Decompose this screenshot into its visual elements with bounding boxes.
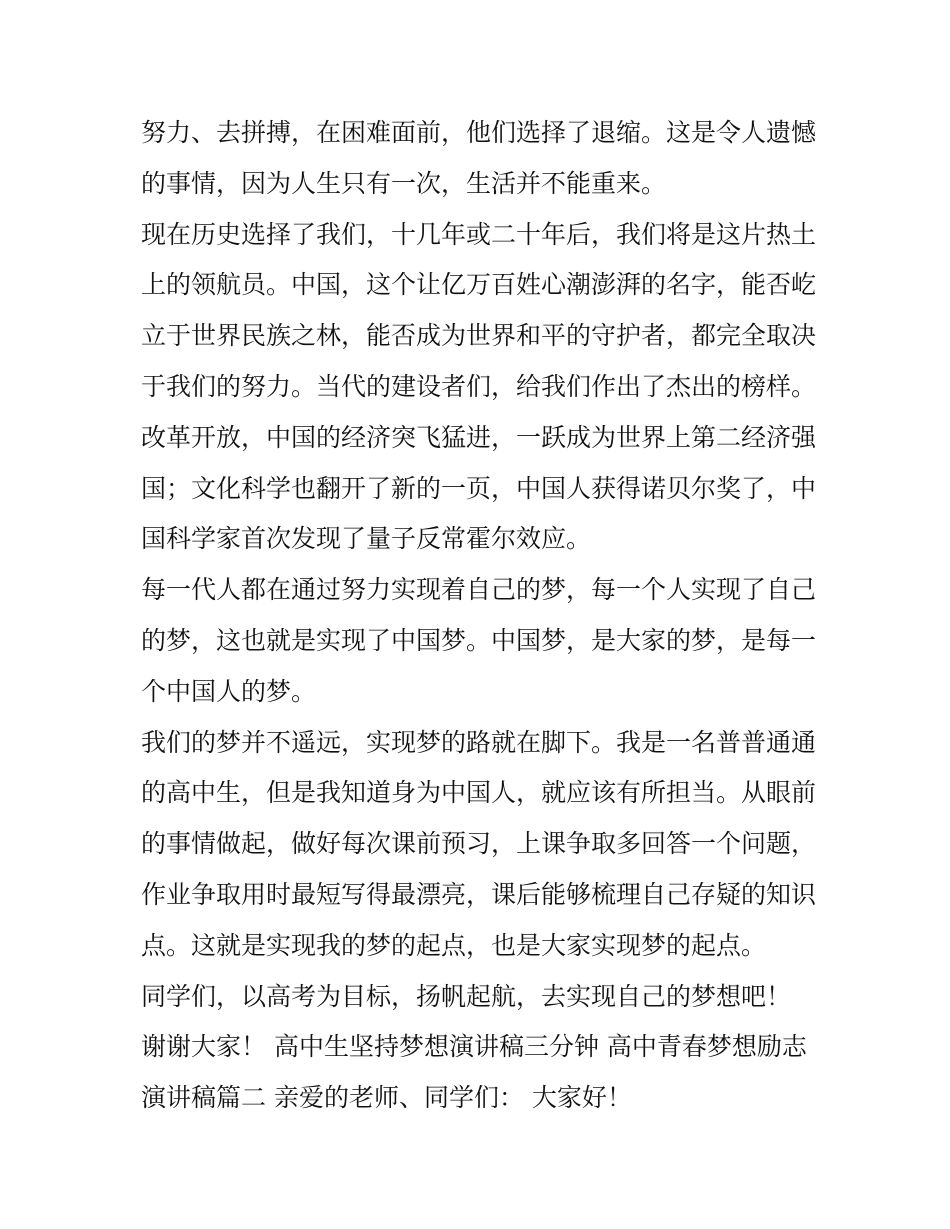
paragraph-1: 努力、去拼搏，在困难面前，他们选择了退缩。这是令人遗憾的事情，因为人生只有一次，生活并不能重来。: [141, 118, 817, 198]
paragraph-4: 每一代人都在通过努力实现着自己的梦，每一个人实现了自己的梦，这也就是实现了中国梦。中国梦，是大家的梦，是每一个中国人的梦。: [141, 575, 817, 706]
paragraph-7: 谢谢大家！ 高中生坚持梦想演讲稿三分钟 高中青春梦想励志演讲稿篇二 亲爱的老师、同学们： 大家好！: [141, 1032, 807, 1113]
paragraph-5: 我们的梦并不遥远，实现梦的路就在脚下。我是一名普普通通的高中生，但是我知道身为中国人，就应该有所担当。从眼前的事情做起，做好每次课前预习，上课争取多回答一个问题，作业争取用时最短写得最漂亮，课后能够梳理自己存疑的知识点。这就是实现我的梦的起点，也是大家实现梦的起点。: [141, 727, 817, 960]
paragraph-6: 同学们，以高考为目标，扬帆起航，去实现自己的梦想吧！: [141, 981, 792, 1011]
document-body: [141, 108, 821, 1124]
paragraph-2: 现在历史选择了我们，十几年或二十年后，我们将是这片热土上的领航员。中国，这个让亿万百姓心潮澎湃的名字，能否屹立于世界民族之林，能否成为世界和平的守护者，都完全取决于我们的努力。当代的建设者们，给我们作出了杰出的榜样。: [141, 219, 817, 401]
paragraph-3: 改革开放，中国的经济突飞猛进，一跃成为世界上第二经济强国；文化科学也翻开了新的一页，中国人获得诺贝尔奖了，中国科学家首次发现了量子反常霍尔效应。: [141, 422, 817, 554]
